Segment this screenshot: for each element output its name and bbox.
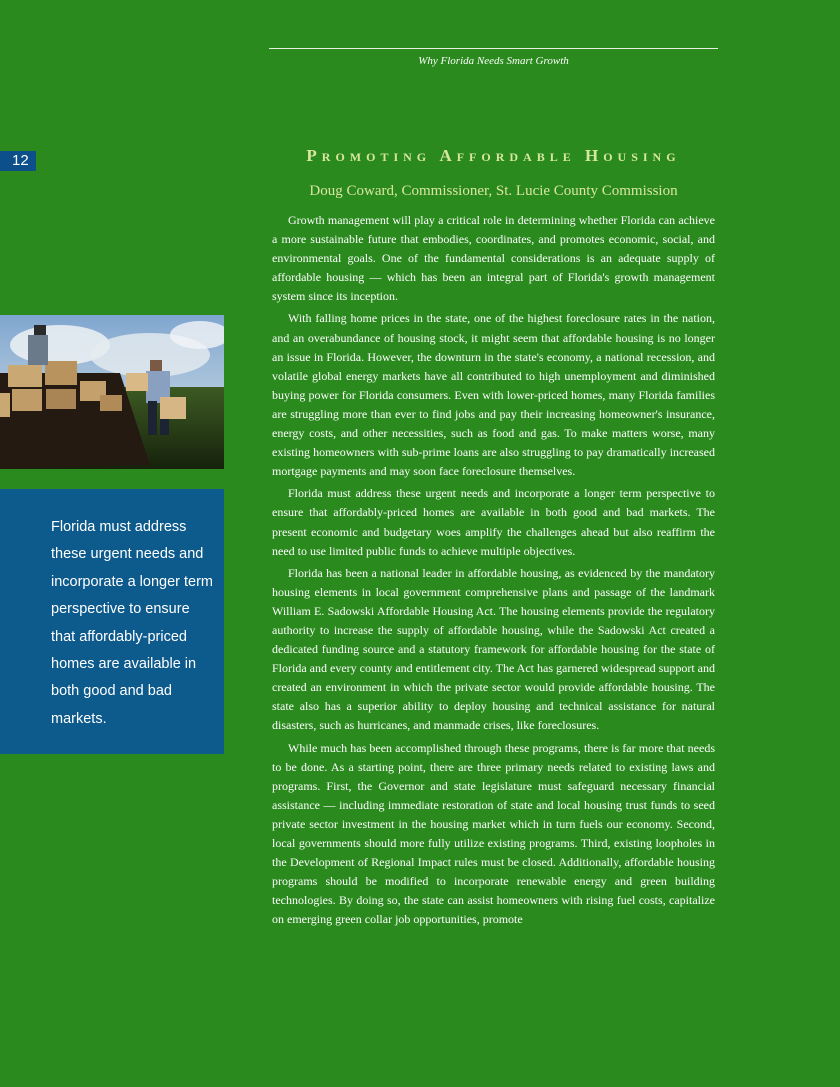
article-title: Promoting Affordable Housing [306,146,681,165]
body-paragraph: Florida must address these urgent needs and incorporate a longer term perspective to ensure that affordably-priced homes are available in both good and bad markets. The present economic and budgetary woes amplify the challenges ahead but also reaffirm the need to use limited public funds to achieve multiple objectives. [272,486,715,558]
body-paragraph: While much has been accomplished through these programs, there is far more that needs to be done. As a starting point, there are three primary needs related to existing laws and programs. First, the Governor and state legislature must safeguard necessary financial assistance — including immediate restoration of state and local housing trust funds to seed private sector investment in the housing market which in turn fuels our economy. Second, local governments should more fully utilize existing programs. Third, existing loopholes in the Development of Regional Impact rules must be closed. Additionally, affordable housing programs should be modified to incorporate renewable energy and green building technologies. By doing so, the state can assist homeowners with rising fuel costs, capitalize on emerging green collar job opportunities, promote [272,740,715,927]
page-number: 12 [0,151,36,171]
header-rule [269,48,718,49]
running-header: Why Florida Needs Smart Growth [418,55,569,67]
body-paragraph: Florida has been a national leader in affordable housing, as evidenced by the mandatory housing elements in local government comprehensive plans and passage of the landmark William E. Sadowski Affordable Housing Act. The housing elements provide the regulatory authority to increase the supply of affordable housing, while the Sadowski Act created a dedicated funding source and a statutory framework for affordable housing for the state of Florida and every county and entitlement city. The Act has garnered widespread support and created an environment in which the private sector would provide affordable housing. The state also has a superior ability to deploy housing and technical assistance for natural disasters, such as hurricanes, and manmade crises, like foreclosures. [272,565,715,733]
article-byline: Doug Coward, Commissioner, St. Lucie County Commission [309,183,678,199]
body-paragraph: With falling home prices in the state, one of the highest foreclosure rates in the nation, and an overabundance of housing stock, it might seem that affordable housing is no longer an issue in Florida. However, the downturn in the state's economy, a national recession, and volatile global energy markets have all contributed to high unemployment and diminished buying power for Florida consumers. Even with lower-priced homes, many Florida families are struggling more than ever to find jobs and pay their increasing homeowner's insurance, energy costs, and other necessities, such as food and gas. To make matters worse, many existing homeowners with sub-prime loans are also struggling to pay dramatically increased mortgage payments and may soon face foreclosure themselves. [272,311,715,479]
article-body [272,211,715,932]
farm-workers-photo [0,315,224,469]
body-paragraph: Growth management will play a critical role in determining whether Florida can achieve a more sustainable future that embodies, coordinates, and promotes economic, social, and environmental goals. One of the fundamental considerations is an adequate supply of affordable housing — which has been an integral part of Florida's growth management system since its inception. [272,213,715,304]
pull-quote: Florida must address these urgent needs and incorporate a longer term perspective to ensure that affordably-priced homes are available in both good and bad markets. [0,489,224,754]
